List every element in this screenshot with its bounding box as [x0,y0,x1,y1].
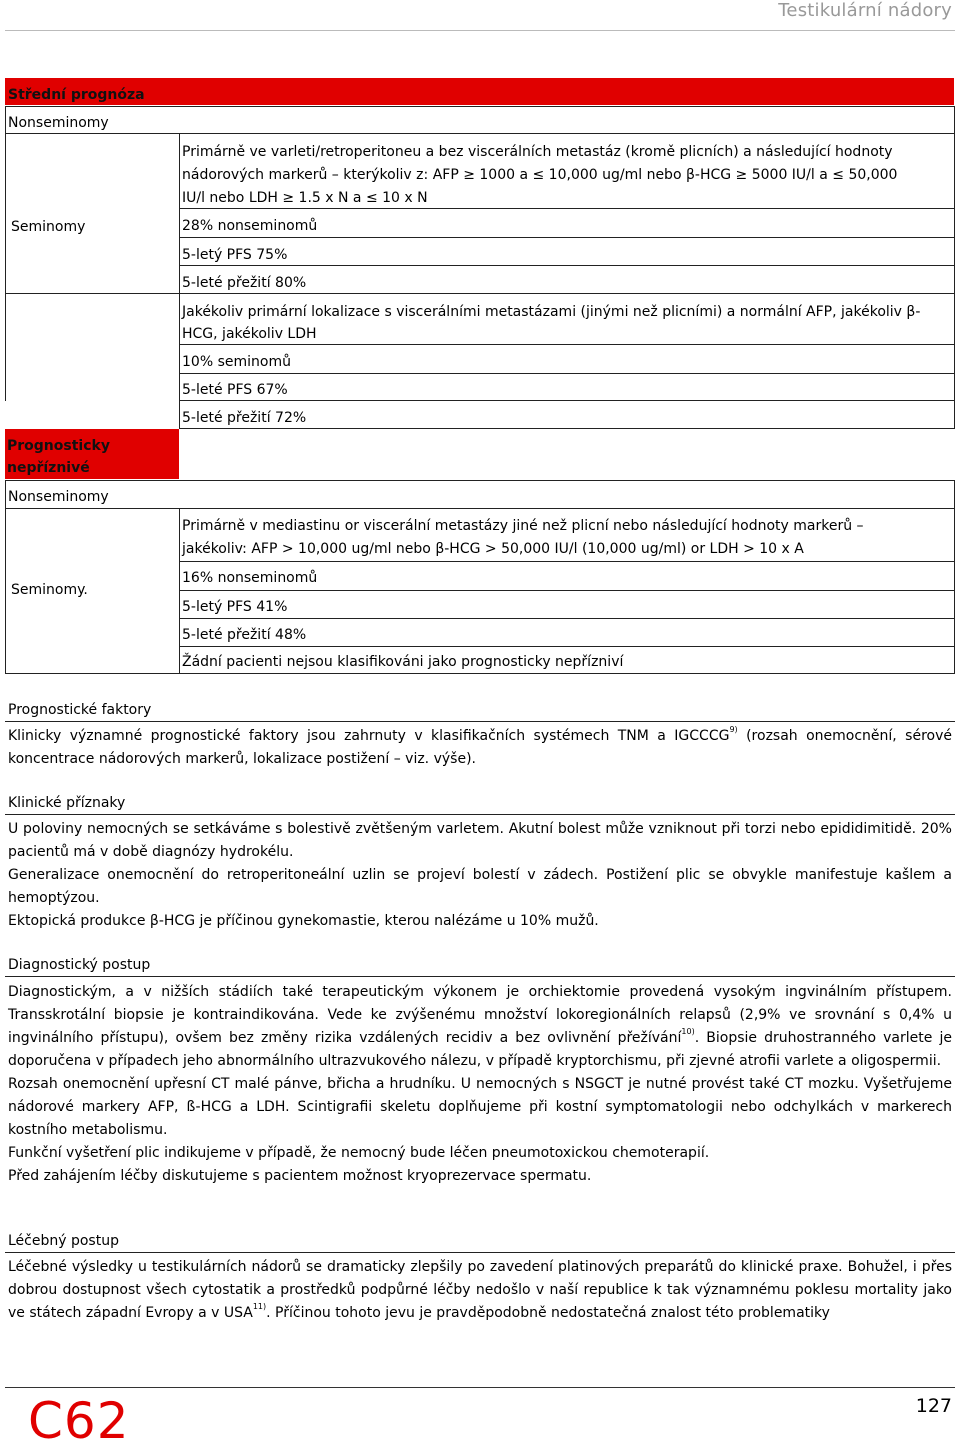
nonseminoma-criteria-line: nádorových markerů – kterýkoliv z: AFP ≥ 1000 a ≤ 10,000 ug/ml nebo β-HCG ≥ 5000 IU/l a ≤ 50,000 [182,167,898,183]
diagnostics-paragraph: Diagnostickým, a v nižších stádiích také terapeutickým výkonem je orchiektomie provedená vysokým ingvinálním přístupem. Transskrotální biopsie je kontraindikována. Vede ke zvýšenému množství lokoregionálních relapsů (2,9% ve srovnání s 0,4% u ingvinálního přístupu), ovšem bez změny rizika vzdálených recidiv a bez ovlivnění přežívání$^{10)}$. Biopsie druhostranného varlete je doporučena v případech jeho abnormálního ultrazvukového nálezu, v případě kryptorchismu, při zjevné atrofii varlete a oligospermii. [8,984,953,1069]
page-number: 127 [915,1395,952,1417]
table-border-left [5,106,6,401]
section-heading-diagnostics: Diagnostický postup [8,957,151,973]
table-border-right [954,106,955,401]
table-rule [179,373,955,374]
nonseminoma-label: Nonseminomy [8,489,109,505]
diagnosis-code: C62 [28,1392,130,1450]
table-rule [179,265,955,266]
seminoma-criteria-line: HCG, jakékoliv LDH [182,326,317,342]
seminoma-label: Seminomy. [11,582,88,598]
intermediate-prognosis-bar [5,78,954,105]
section-divider [5,976,955,977]
table-border-left [5,480,6,673]
table-rule [179,590,955,591]
table-rule [179,618,955,619]
table-rule [5,508,955,509]
poor-survival: 5-leté přežití 48% [182,627,307,643]
table-column-divider [179,133,180,401]
poor-percentage: 16% nonseminomů [182,570,318,586]
running-header-title: Testikulární nádory [778,0,952,21]
table-rule [5,133,955,134]
table-rule [179,400,955,401]
seminoma-pfs: 5-leté PFS 67% [182,382,288,398]
table-border-right [954,401,955,428]
seminoma-criteria-line: Jakékoliv primární lokalizace s viscerálními metastázami (jinými než plicními) a normální AFP, jakékoliv β- [182,304,921,320]
nonseminoma-criteria-line: IU/l nebo LDH ≥ 1.5 x N a ≤ 10 x N [182,190,428,206]
diagnostics-paragraphs [8,981,952,1188]
diagnostics-paragraph: Rozsah onemocnění upřesní CT malé pánve, břicha a hrudníku. U nemocných s NSGCT je nutné provést také CT mozku. Vyšetřujeme nádorové markery AFP, ß-HCG a LDH. Scintigrafii skeletu doplňujeme při kostní symptomatologii nebo odchylkách v markerech kostního metabolismu. [8,1076,952,1138]
header-divider [5,30,955,31]
poor-pfs: 5-letý PFS 41% [182,599,288,615]
poor-seminoma-note: Žádní pacienti nejsou klasifikováni jako prognosticky nepřízniví [182,654,624,670]
section-heading-treatment: Léčebný postup [8,1233,119,1249]
intermediate-prognosis-label: Střední prognóza [8,87,145,103]
footer-divider [5,1387,955,1388]
citation-ref: 11) [252,1302,267,1311]
nonseminoma-pfs: 5-letý PFS 75% [182,247,288,263]
section-heading-prognostic-factors: Prognostické faktory [8,702,152,718]
poor-criteria-line: Primárně v mediastinu or viscerální metastázy jiné než plicní nebo následující hodnoty markerů – [182,518,864,534]
symptoms-paragraph: Generalizace onemocnění do retroperitoneální uzlin se projeví bolestí v zádech. Postižení plic se obvykle manifestuje kašlem a hemoptýzou. [8,867,952,906]
table-rule [179,237,955,238]
nonseminoma-percentage: 28% nonseminomů [182,218,318,234]
table-rule [5,480,955,481]
citation-ref: 10) [681,1027,695,1036]
treatment-paragraph: Léčebné výsledky u testikulárních nádorů se dramaticky zlepšily po zavedení platinových preparátů do klinické praxe. Bohužel, i přes dobrou dostupnost všech cytostatik a prostředků podpůrné léčby nedošlo v naší republice k tak významnému poklesu mortality jako ve státech západní Evropy a v USA$^{11)}$. Příčinou tohoto jevu je pravděpodobně nedostatečná znalost této problematiky [8,1259,952,1321]
nonseminoma-criteria-line: Primárně ve varleti/retroperitoneu a bez viscerálních metastáz (kromě plicních) a následující hodnoty [182,144,893,160]
table-rule [5,673,955,674]
table-rule [5,106,955,107]
poor-prognosis-label: nepříznivé [7,460,90,476]
table-column-divider [179,401,180,428]
table-rule [179,561,955,562]
table-rule [179,646,955,647]
poor-prognosis-label: Prognosticky [7,438,110,454]
diagnostics-paragraph: Před zahájením léčby diskutujeme s pacientem možnost kryoprezervace spermatu. [8,1168,592,1184]
symptoms-paragraph: Ektopická produkce β-HCG je příčinou gynekomastie, kterou nalézáme u 10% mužů. [8,913,599,929]
citation-ref: 9) [729,725,738,734]
section-divider [5,721,955,722]
table-border-right [954,480,955,673]
symptoms-paragraphs [8,818,952,933]
seminoma-label: Seminomy [11,219,86,235]
section-divider [5,814,955,815]
section-divider [5,1252,955,1253]
table-rule [5,293,955,294]
section-heading-symptoms: Klinické příznaky [8,795,126,811]
prognostic-paragraph: Klinicky významné prognostické faktory jsou zahrnuty v klasifikačních systémech TNM a IGCCCG$^{9)}$ (rozsah onemocnění, sérové koncentrace nádorových markerů, lokalizace postižení – viz. výše). [8,725,952,767]
nonseminoma-survival: 5-leté přežití 80% [182,275,307,291]
nonseminoma-label: Nonseminomy [8,115,109,131]
seminoma-survival: 5-leté přežití 72% [182,410,307,426]
seminoma-percentage: 10% seminomů [182,354,291,370]
poor-criteria-line: jakékoliv: AFP > 10,000 ug/ml nebo β-HCG > 50,000 IU/l (10,000 ug/ml) or LDH > 10 x A [182,541,804,557]
diagnostics-paragraph: Funkční vyšetření plic indikujeme v případě, že nemocný bude léčen pneumotoxickou chemoterapií. [8,1145,710,1161]
symptoms-paragraph: U poloviny nemocných se setkáváme s bolestivě zvětšeným varletem. Akutní bolest může vzniknout při torzi nebo epididimitidě. 20% pacientů má v době diagnózy hydrokélu. [8,821,952,860]
